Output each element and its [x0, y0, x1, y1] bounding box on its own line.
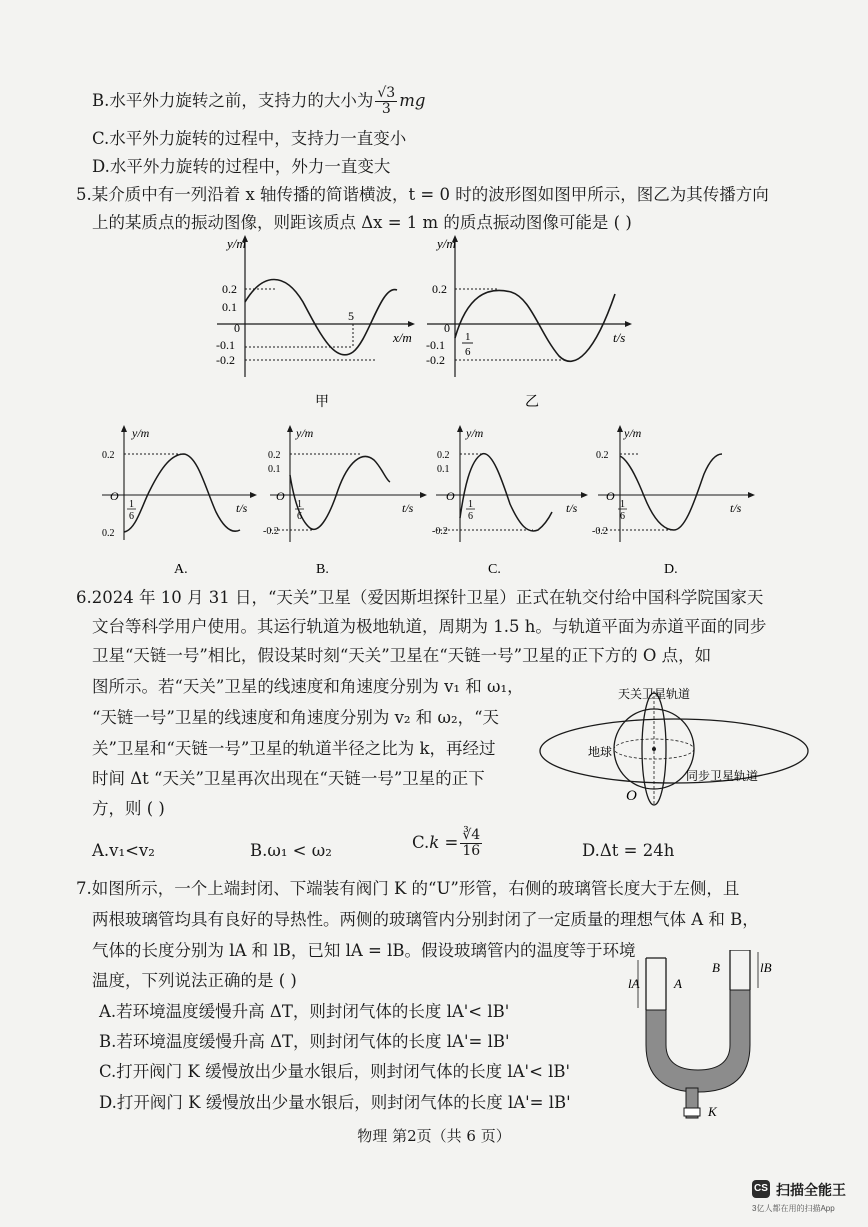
q6-option-b: B.ω₁ < ω₂	[250, 841, 332, 860]
q5-option-a-graph	[92, 420, 262, 589]
opt-a-frac-num: 1	[129, 499, 134, 510]
opt-a-ylabel: y/m	[132, 426, 150, 440]
opt-a-frac-den: 6	[129, 511, 134, 522]
opt-d-origin: O	[606, 489, 615, 503]
jia-xlabel: x/m	[393, 330, 412, 345]
opt-d-tick-02: 0.2	[596, 450, 609, 461]
q6-option-d: D.Δt = 24h	[582, 841, 675, 860]
q6-stem-line8: 方，则 ( )	[92, 799, 165, 818]
scanner-app-name: 扫描全能王	[776, 1182, 846, 1198]
lb-label: lB	[760, 960, 772, 975]
q5-option-b-graph	[262, 420, 432, 589]
yi-tick-0: 0	[444, 321, 450, 335]
yi-ylabel: y/m	[437, 236, 456, 251]
q7-option-a: A.若环境温度缓慢升高 ΔT，则封闭气体的长度 lA'< lB'	[99, 1002, 510, 1021]
jia-tick-02: 0.2	[222, 282, 237, 296]
jia-tick-01: 0.1	[222, 300, 237, 314]
opt-c-frac-den: 6	[468, 511, 473, 522]
yi-caption: 乙	[525, 395, 539, 410]
valve-k-label: K	[708, 1104, 717, 1119]
jia-tick-0: 0	[234, 321, 240, 335]
opt-b-frac-den: 6	[297, 511, 302, 522]
opt-d-frac-num: 1	[620, 499, 625, 510]
opt-a-tick-top: 0.2	[102, 450, 115, 461]
q4-option-c: C.水平外力旋转的过程中，支持力一直变小	[92, 129, 407, 148]
opt-b-label: B.	[316, 562, 329, 577]
earth-label: 地球	[588, 745, 613, 759]
q4-option-d: D.水平外力旋转的过程中，外力一直变大	[92, 157, 391, 176]
q6-option-c: C.k = $\frac{∛4}{16}$	[412, 827, 481, 859]
opt-c-ylabel: y/m	[466, 426, 484, 440]
gas-b-label: B	[712, 960, 720, 975]
q6-stem-line1: 6.2024 年 10 月 31 日，“天关”卫星（爱因斯坦探针卫星）正式在轨交付给中国科学院国家天	[76, 588, 764, 607]
opt-c-tick-01: 0.1	[437, 464, 450, 475]
wave-graph-jia	[205, 232, 420, 416]
q5-stem-line2: 上的某质点的振动图像，则距该质点 Δx = 1 m 的质点振动图像可能是 ( )	[92, 213, 632, 232]
sqrt3-over-3-fraction: $\frac{√3}{3}$	[377, 85, 396, 117]
yi-xlabel: t/s	[613, 330, 626, 345]
q6-option-a: A.v₁<v₂	[92, 841, 155, 860]
opt-c-label: C.	[488, 562, 501, 577]
jia-caption: 甲	[315, 395, 329, 410]
q5-stem-line1: 5.某介质中有一列沿着 x 轴传播的简谐横波，t = 0 时的波形图如图甲所示，图乙为其传播方向	[76, 185, 769, 204]
q5-option-c-graph	[428, 420, 593, 589]
opt-b-tick-m02: -0.2	[263, 526, 279, 537]
q7-stem-line2: 两根玻璃管均具有良好的导热性。两侧的玻璃管内分别封闭了一定质量的理想气体 A 和 B，	[92, 910, 759, 929]
vibration-graph-yi	[415, 232, 640, 416]
q4-option-b: B.水平外力旋转之前，支持力的大小为 $\frac{√3}{3}$ mg	[92, 85, 426, 117]
q7-stem-line1: 7.如图所示，一个上端封闭、下端装有阀门 K 的“U”形管，右侧的玻璃管长度大于左侧，且	[76, 879, 740, 898]
opt-b-frac-num: 1	[297, 499, 302, 510]
opt-a-origin: O	[110, 489, 119, 503]
q7-option-c: C.打开阀门 K 缓慢放出少量水银后，则封闭气体的长度 lA'< lB'	[99, 1062, 571, 1081]
yi-tick-02: 0.2	[432, 282, 447, 296]
opt-d-xlabel: t/s	[730, 501, 742, 515]
q6-stem-line3: 卫星“天链一号”相比，假设某时刻“天关”卫星在“天链一号”卫星的正下方的 O 点，如	[92, 646, 712, 665]
opt-b-ylabel: y/m	[296, 426, 314, 440]
opt-d-label: D.	[664, 562, 678, 577]
opt-d-frac-den: 6	[620, 511, 625, 522]
q5-option-d-graph	[590, 420, 760, 589]
opt-b-xlabel: t/s	[402, 501, 414, 515]
opt-a-xlabel: t/s	[236, 501, 248, 515]
jia-tick-m02: -0.2	[216, 353, 235, 367]
opt-d-ylabel: y/m	[624, 426, 642, 440]
opt-c-origin: O	[446, 489, 455, 503]
page-footer: 物理 第2页（共 6 页）	[357, 1127, 511, 1145]
sync-orbit-label: 同步卫星轨道	[686, 769, 759, 783]
cuberoot4-over-16-fraction: $\frac{∛4}{16}$	[462, 827, 481, 859]
jia-tick-m01: -0.1	[216, 338, 235, 352]
q7-stem-line3: 气体的长度分别为 lA 和 lB，已知 lA = lB。假设玻璃管内的温度等于环境	[92, 941, 636, 960]
q6-stem-line7: 时间 Δt “天关”卫星再次出现在“天链一号”卫星的正下	[92, 769, 485, 788]
opt-c-xlabel: t/s	[566, 501, 578, 515]
opt-d-tick-m02: -0.2	[592, 526, 608, 537]
jia-ylabel: y/m	[227, 236, 246, 251]
q6-stem-line5: “天链一号”卫星的线速度和角速度分别为 v₂ 和 ω₂，“天	[92, 708, 500, 727]
jia-tick-5: 5	[348, 309, 354, 323]
yi-tick-m01: -0.1	[426, 338, 445, 352]
q7-option-d: D.打开阀门 K 缓慢放出少量水银后，则封闭气体的长度 lA'= lB'	[99, 1093, 571, 1112]
opt-b-tick-02: 0.2	[268, 450, 281, 461]
opt-b-origin: O	[276, 489, 285, 503]
q6-stem-line2: 文台等科学用户使用。其运行轨道为极地轨道，周期为 1.5 h。与轨道平面为赤道平面的同步	[92, 617, 767, 636]
yi-tick-m02: -0.2	[426, 353, 445, 367]
u-tube-diagram	[618, 950, 778, 1129]
gas-a-label: A	[674, 976, 682, 991]
q6-stem-line6: 关”卫星和“天链一号”卫星的轨道半径之比为 k，再经过	[92, 739, 496, 758]
q7-option-b: B.若环境温度缓慢升高 ΔT，则封闭气体的长度 lA'= lB'	[99, 1032, 510, 1051]
opt-c-frac-num: 1	[468, 499, 473, 510]
polar-orbit-label: 天关卫星轨道	[618, 687, 691, 701]
q7-stem-line4: 温度，下列说法正确的是 ( )	[92, 971, 297, 990]
scanner-app-slogan: 3亿人都在用的扫描App	[752, 1204, 835, 1213]
opt-a-tick-bottom: 0.2	[102, 528, 115, 539]
point-o-label: O	[626, 788, 637, 804]
yi-frac-num: 1	[465, 331, 471, 343]
opt-a-label: A.	[174, 562, 188, 577]
la-label: lA	[628, 976, 640, 991]
yi-frac-den: 6	[465, 346, 471, 358]
opt-b-tick-01: 0.1	[268, 464, 281, 475]
satellite-orbit-diagram	[534, 676, 834, 810]
camscanner-logo-icon: CS	[752, 1180, 770, 1198]
opt-c-tick-02: 0.2	[437, 450, 450, 461]
q6-stem-line4: 图所示。若“天关”卫星的线速度和角速度分别为 v₁ 和 ω₁，	[92, 677, 524, 696]
opt-c-tick-m02: -0.2	[432, 526, 448, 537]
